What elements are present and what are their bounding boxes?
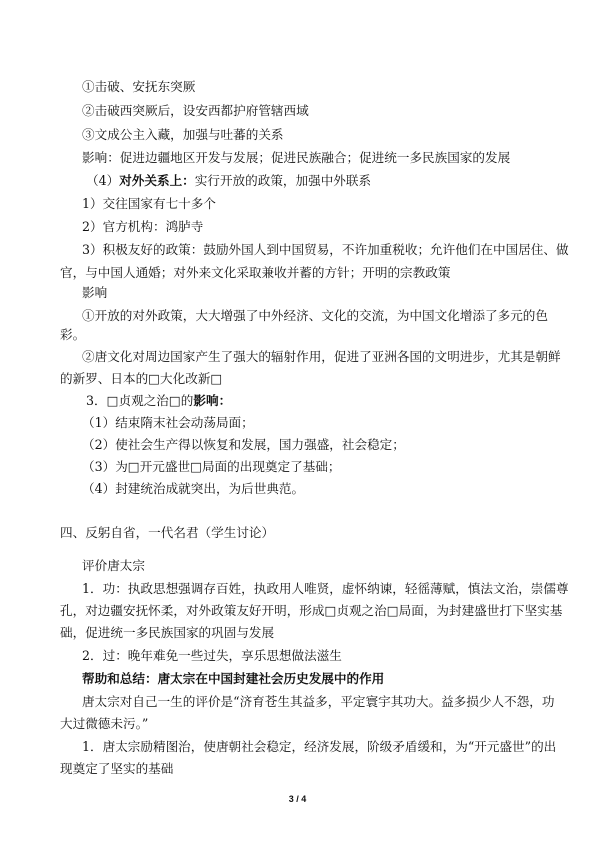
text-line: ②击破西突厥后，设安西都护府管辖西域 [82,103,309,118]
text-line: 2．过：晚年难免一些过失，享乐思想做法滋生 [82,648,342,663]
text-line: （2）使社会生产得以恢复和发展，国力强盛，社会稳定； [82,437,405,452]
text-line: 评价唐太宗 [82,558,145,573]
section-heading-four: 四、反躬自省，一代名君（学生讨论） [60,525,275,540]
text-line: 的新罗、日本的□大化改新□ [60,371,223,386]
text-line: ①击破、安抚东突厥 [82,79,196,94]
text-line: 现奠定了坚实的基础 [60,761,174,776]
text-line: ①开放的对外政策，大大增强了中外经济、文化的交流，为中国文化增添了多元的色 [82,308,548,323]
text-line: ②唐文化对周边国家产生了强大的辐射作用，促进了亚洲各国的文明进步，尤其是朝鲜 [82,349,561,364]
text-line: 大过微德未污。” [60,716,149,731]
text-line: 唐太宗对自己一生的评价是“济育苍生其益多，平定寰宇其功大。益多损少人不怨，功 [82,694,555,709]
text-line: 1．功：执政思想强调存百姓，执政用人唯贤，虚怀纳谏，轻徭薄赋，慎法文治，崇儒尊 [82,581,569,596]
summary-heading: 帮助和总结：唐太宗在中国封建社会历史发展中的作用 [82,671,385,686]
section-title: 对外关系上： [119,173,195,188]
text-line: （3）为□开元盛世□局面的出现奠定了基础； [82,459,341,474]
page-number: 3 / 4 [288,794,307,804]
section-heading-foreign-relations [86,172,526,189]
text-line: （4）封建统治成就突出，为后世典范。 [82,481,305,496]
text-line: 3）积极友好的政策：鼓励外国人到中国贸易，不许加重税收；允许他们在中国居住、做 [82,242,569,257]
section-number: 3．□贞观之治□的 [86,393,194,408]
text-line: 彩。 [60,327,86,342]
text-line: 影响 [82,285,108,300]
section-title: 影响： [193,393,232,408]
text-line: 官，与中国人通婚；对外来文化采取兼收并蓄的方针；开明的宗教政策 [60,265,451,280]
text-line: 孔，对边疆安抚怀柔，对外政策友好开明，形成□贞观之治□局面，为封建盛世打下坚实基 [60,603,563,618]
text-line: 1．唐太宗励精图治，使唐朝社会稳定，经济发展，阶级矛盾缓和，为“开元盛世”的出 [82,739,557,754]
text-line: 影响：促进边疆地区开发与发展；促进民族融合；促进统一多民族国家的发展 [82,150,511,165]
text-line: ③文成公主入藏，加强与吐蕃的关系 [82,127,284,142]
text-line: （1）结束隋末社会动荡局面； [82,415,254,430]
section-text: 实行开放的政策，加强中外联系 [194,173,372,188]
text-line: 础，促进统一多民族国家的巩固与发展 [60,625,275,640]
section-heading-zhenguan-impact [86,392,526,409]
text-line: 1）交往国家有七十多个 [82,196,216,211]
text-line: 2）官方机构：鸿胪寺 [82,219,204,234]
section-number: （4） [86,173,120,188]
